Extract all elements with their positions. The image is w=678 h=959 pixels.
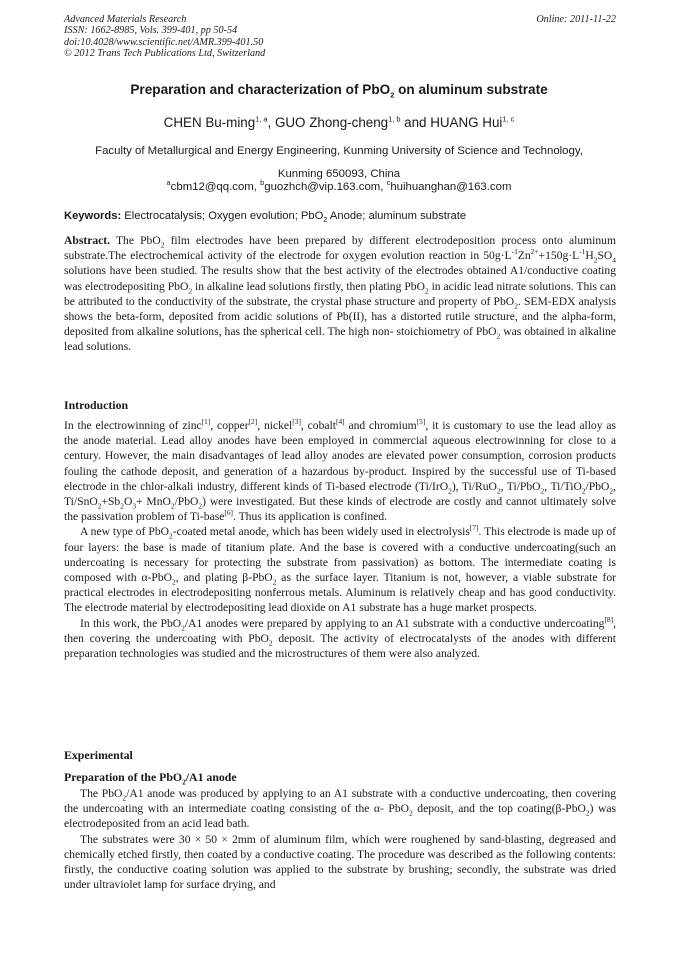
- exp-paragraph-2: The substrates were 30 × 50 × 2mm of aluminum film, which were roughened by sand-blasting, degreased and chemically etched firstly, then coated by a conductive coating. The procedure was described as the following contents: firstly, the conductive coating solution was applied to the substrate by brushing; secondly, the substrate was dried under ultraviolet lamp for surface drying, and: [64, 832, 616, 892]
- keywords: Keywords: Electrocatalysis; Oxygen evolution; PbO$_2$ Anode; aluminum substrate: [64, 210, 467, 225]
- abstract: Abstract. The PbO$_2$ film electrodes have been prepared by different electrodeposition process onto aluminum substrate.The electrochemical activity of the electrode for oxygen evolution reaction in $50g\cdot L^{-1}Zn^{2+}+150g\cdot L^{-1}H_2SO_4$ solutions have been studied. The results show that the best activity of the electrodes obtained A1/conductive coating was electrodepositing PbO$_2$ in alkaline lead solutions firstly, then plating PbO$_2$ in acidic lead nitrate solutions. This can be attributed to the conductivity of the substrate, the crystal phase structure and property of PbO$_2$. SEM-EDX analysis shows the beta-form, deposited from acidic solutions of Pb(II), has a distorted rutile structure, and the alpha-form, deposited from alkaline solutions, has the spherical cell. The high non- stoichiometry of PbO$_2$ was obtained in alkaline lead solutions.: [64, 234, 617, 354]
- author-list: CHEN Bu-ming$^{1, a}$, GUO Zhong-cheng$^{1, b}$ and HUANG Hui$^{1, c}$: [163, 114, 515, 130]
- journal-name: Advanced Materials Research: [64, 14, 187, 25]
- journal-header: [64, 14, 616, 60]
- copyright-line: © 2012 Trans Tech Publications Ltd, Switzerland: [64, 48, 266, 60]
- exp-paragraph-1: The PbO$_2$/A1 anode was produced by applying to an A1 substrate with a conductive undercoating, then covering the undercoating with an intermediate coating consisting of the α- PbO$_2$ deposit, and the top coating(β-PbO$_2$) was electrodeposited from an acid lead bath.: [64, 787, 617, 831]
- experimental-body: [64, 786, 616, 892]
- subsection-heading: Preparation of the PbO$_2$/A1 anode: [64, 770, 237, 787]
- intro-paragraph-1: In the electrowinning of zinc[1], copper[2], nickel[3], cobalt[4] and chromium[5], it is customary to use the lead alloy as the anode material. Lead alloy anodes have been employed in commercial aqueous electrowinning for close to a century. However, the main disadvantages of lead alloy anodes are elevated power consumption, corrosion products fouling the cathode deposit, and generation of a hazardous by-product. Inspired by the successful use of Ti-based electrode in the chlor-alkali industry, different kinds of Ti-based electrode (Ti/IrO$_2$), Ti/RuO$_2$, Ti/PbO$_2$, Ti/TiO$_2$/PbO$_2$, $Ti/SnO_2+Sb_2O_3+ MnO_2/PbO_2$) were investigated. But these kinds of electrode are costly and cannot ultimately solve the passivation problem of Ti-base[6]. Thus its application is confined.: [64, 417, 617, 524]
- author-emails: $^a$cbm12@qq.com, $^b$guozhch@vip.163.com, $^c$huihuanghan@163.com: [166, 178, 512, 193]
- online-date: Online: 2011-11-22: [536, 14, 616, 25]
- doi-line: doi:10.4028/www.scientific.net/AMR.399-401.50: [64, 36, 264, 48]
- intro-paragraph-2: A new type of PbO$_2$-coated metal anode, which has been widely used in electrolysis[7]. This electrode is made up of four layers: the base is made of titanium plate. And the base is covered with a conductive undercoating(such an undercoating is necessary for protecting the substrate from passivation) as bottom. The intermediate coating is composed with α-PbO$_2$, and plating β-PbO$_2$ as the surface layer. Titanium is not, however, a viable substrate for practical electrodes in electrodepositing nonferrous metals. Aluminum is relatively cheap and has good conductivity. The electrode material by electrodepositing lead dioxide on A1 substrate has a huge market prospects.: [64, 523, 616, 615]
- affiliation: Faculty of Metallurgical and Energy Engineering, Kunming University of Science and Technology, Kunming 650093, China: [95, 145, 583, 180]
- experimental-heading: Experimental: [64, 748, 133, 762]
- issn-line: ISSN: 1662-8985, Vols. 399-401, pp 50-54: [64, 25, 238, 37]
- intro-paragraph-3: In this work, the PbO$_2$/A1 anodes were prepared by applying to an A1 substrate with a conductive undercoating[8], then covering the undercoating with PbO$_2$ deposit. The activity of electrocatalysts of the anodes with different preparation technologies was studied and the microstructures of them were also analyzed.: [64, 614, 616, 661]
- introduction-heading: Introduction: [64, 398, 129, 412]
- paper-title: Preparation and characterization of PbO$_2$ on aluminum substrate: [130, 82, 548, 100]
- introduction-body: [64, 418, 616, 661]
